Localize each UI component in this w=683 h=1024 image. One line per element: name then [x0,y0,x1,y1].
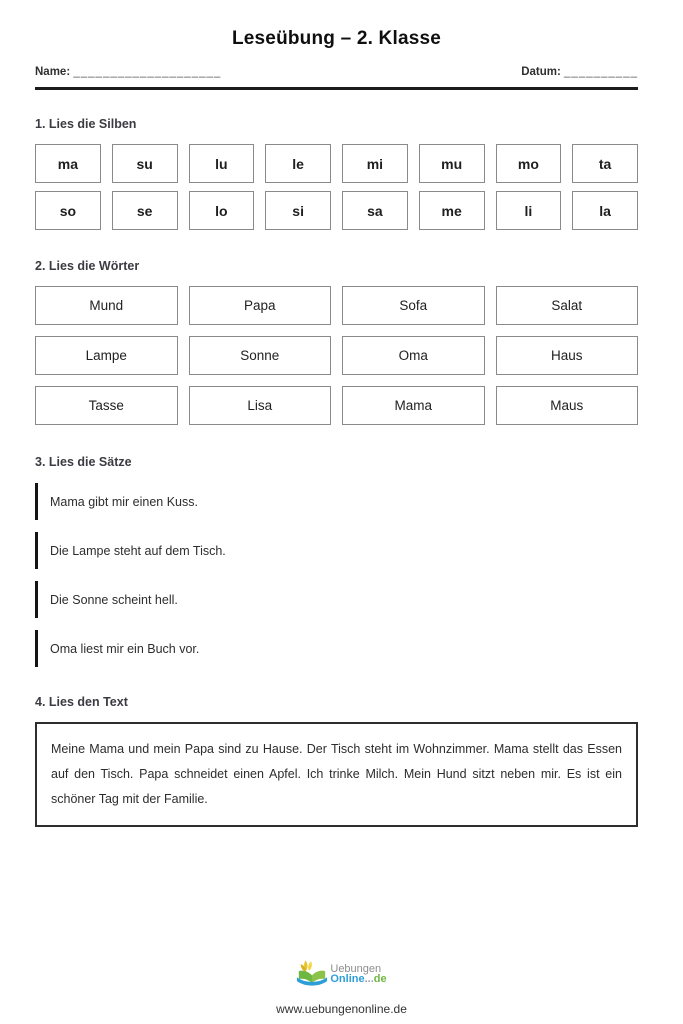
word-grid [35,286,638,425]
syllable-box: le [265,144,331,183]
word-box: Maus [496,386,639,425]
syllable-box: se [112,191,178,230]
word-box: Lampe [35,336,178,375]
section-woerter-heading: 2. Lies die Wörter [35,259,140,273]
syllable-box: mi [342,144,408,183]
sentence-text: Die Lampe steht auf dem Tisch. [50,543,226,558]
word-box: Haus [496,336,639,375]
logo-de-text: de [373,972,387,985]
syllable-box: lo [189,191,255,230]
syllable-box: so [35,191,101,230]
syllable-box: la [572,191,638,230]
section-text-heading: 4. Lies den Text [35,695,128,709]
logo-online-text: Online [330,972,365,985]
logo-dots-text: ... [364,972,374,985]
datum-blank-line: __________ [564,66,638,78]
name-blank-line: ____________________ [73,66,222,78]
name-field [35,66,221,78]
syllable-grid [35,144,638,230]
syllable-box: si [265,191,331,230]
footer [0,959,683,1016]
logo-wordmark [330,964,386,984]
section-silben-heading: 1. Lies die Silben [35,117,137,131]
syllable-row [35,144,638,183]
section-saetze [35,455,638,667]
word-row [35,286,638,325]
datum-field [521,66,638,78]
section-silben [35,117,638,230]
datum-label: Datum: [521,66,561,78]
logo-line1: Uebungen [330,962,382,975]
syllable-box: sa [342,191,408,230]
sentence-list [35,483,638,667]
sentence-item [35,581,638,618]
reading-text: Meine Mama und mein Papa sind zu Hause. Der Tisch steht im Wohnzimmer. Mama stellt das Essen auf den Tisch. Papa schneidet einen Apfel. Ich trinke Milch. Mein Hund sitzt neben mir. Es ist ein schöner Tag mit der Familie. [51,742,622,806]
syllable-box: me [419,191,485,230]
sentence-text: Mama gibt mir einen Kuss. [50,494,198,509]
name-label: Name: [35,66,71,78]
word-box: Sofa [342,286,485,325]
word-box: Sonne [189,336,332,375]
open-book-icon [296,959,328,988]
footer-url: www.uebungenonline.de [276,1002,407,1016]
sentence-text: Oma liest mir ein Buch vor. [50,641,200,656]
sentence-item [35,483,638,520]
syllable-box: mo [496,144,562,183]
syllable-box: su [112,144,178,183]
page-title: Leseübung – 2. Klasse [231,28,442,49]
header-divider [35,87,638,90]
sentence-item [35,532,638,569]
header-row [35,66,638,78]
word-box: Tasse [35,386,178,425]
word-box: Salat [496,286,639,325]
syllable-box: ta [572,144,638,183]
syllable-box: mu [419,144,485,183]
logo-line2 [330,974,386,984]
reading-text-box [35,722,638,827]
word-box: Papa [189,286,332,325]
word-box: Mama [342,386,485,425]
section-text [35,695,638,827]
sentence-item [35,630,638,667]
section-saetze-heading: 3. Lies die Sätze [35,455,132,469]
syllable-row [35,191,638,230]
word-row [35,386,638,425]
word-box: Oma [342,336,485,375]
section-woerter [35,259,638,425]
syllable-box: ma [35,144,101,183]
word-row [35,336,638,375]
syllable-box: lu [189,144,255,183]
syllable-box: li [496,191,562,230]
word-box: Lisa [189,386,332,425]
uebungenonline-logo [296,959,386,988]
word-box: Mund [35,286,178,325]
sentence-text: Die Sonne scheint hell. [50,592,178,607]
